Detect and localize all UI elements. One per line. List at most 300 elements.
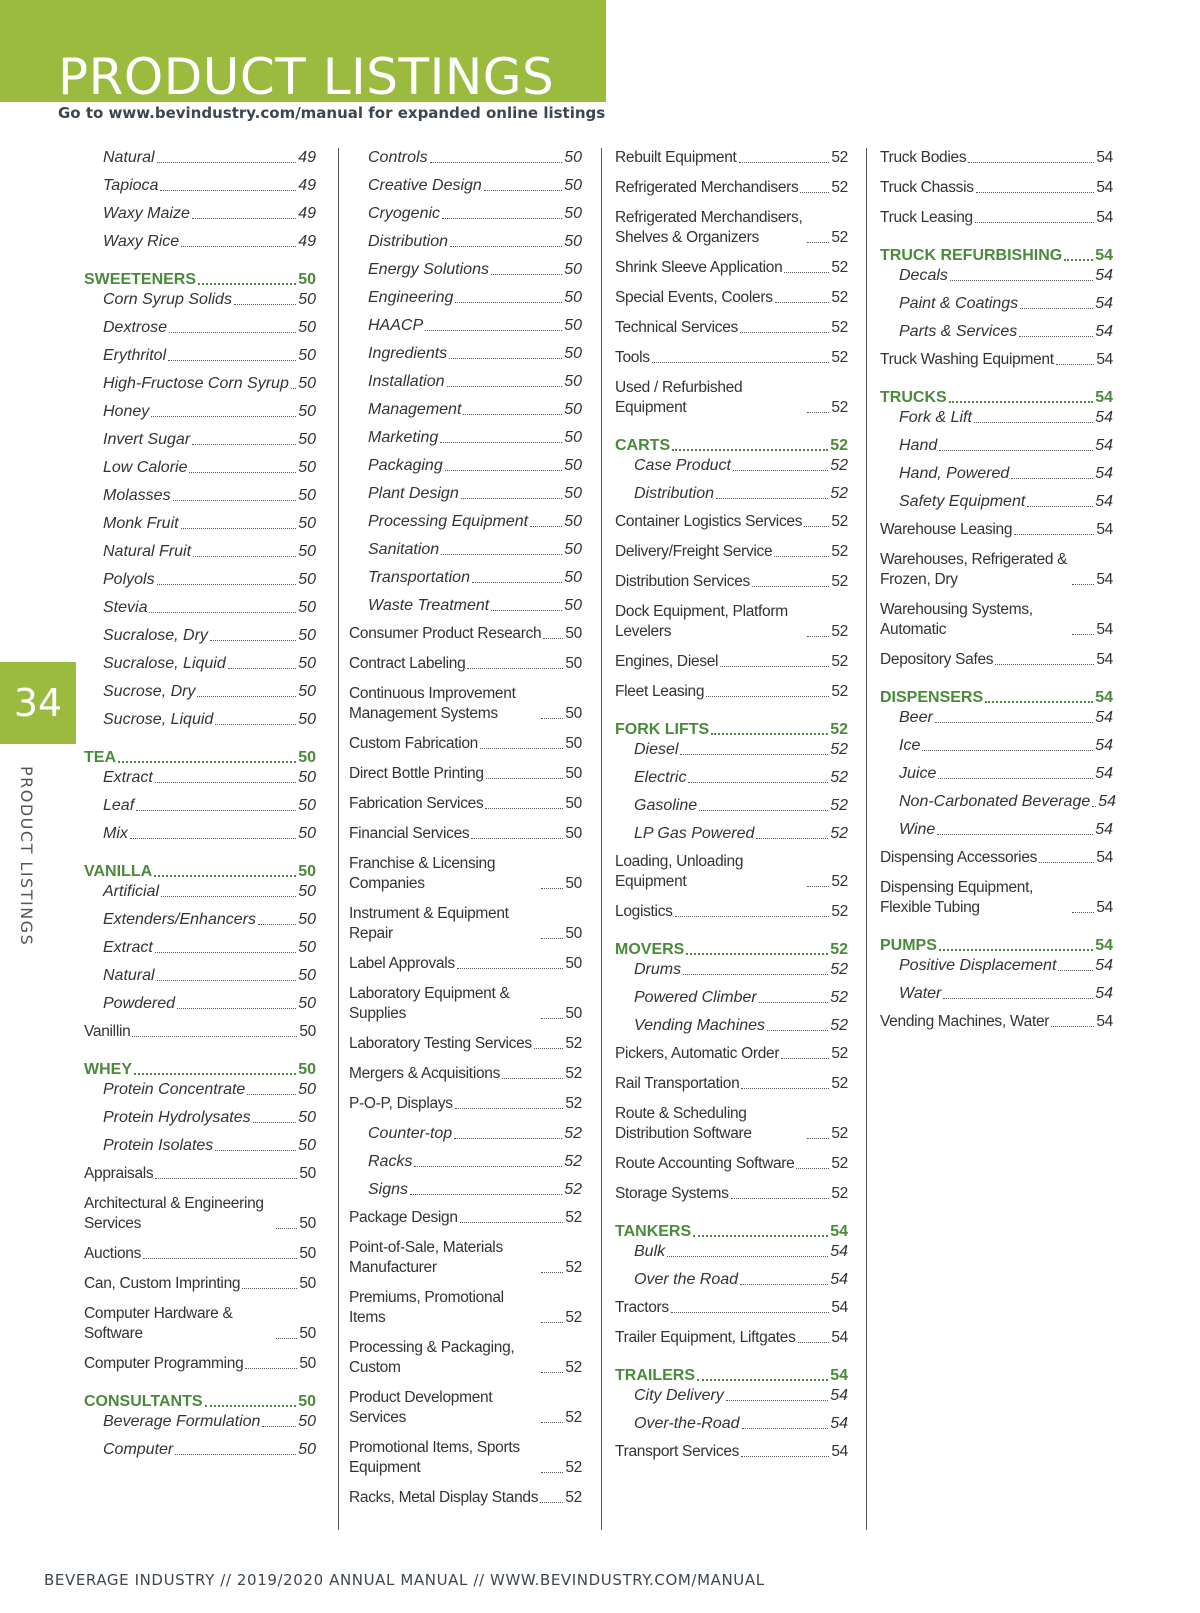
leader-dots [680, 754, 828, 755]
listing-entry [84, 318, 316, 338]
leader-dots [726, 1400, 828, 1401]
entry-label: Product Development Services [349, 1389, 493, 1426]
listing-entry [84, 1194, 316, 1234]
entry-label: Computer Hardware & Software [84, 1305, 233, 1342]
leader-dots [541, 1322, 563, 1323]
entry-page-number: 52 [565, 1035, 582, 1052]
entry-label: Case Product [634, 457, 731, 474]
entry-label: Racks, Metal Display Stands [349, 1489, 539, 1506]
entry-page-number: 52 [565, 1095, 582, 1112]
leader-dots [447, 386, 563, 387]
leader-dots [675, 916, 830, 917]
entry-page-number: 54 [830, 1223, 848, 1240]
listing-entry [349, 824, 582, 844]
entry-label: Delivery/Freight Service [615, 543, 773, 560]
entry-page-number: 52 [830, 1017, 848, 1034]
entry-label: Stevia [103, 599, 148, 616]
category-heading [84, 862, 316, 882]
leader-dots [157, 162, 297, 163]
leader-dots [752, 586, 829, 587]
leader-dots [134, 1073, 296, 1075]
entry-label: Instrument & Equipment Repair [349, 905, 509, 942]
entry-label: Dextrose [103, 319, 168, 336]
leader-dots [950, 280, 1093, 281]
entry-label: Waxy Rice [103, 233, 180, 250]
entry-page-number: 50 [298, 967, 316, 984]
leader-dots [155, 952, 296, 953]
listing-entry [349, 1438, 582, 1478]
entry-page-number: 50 [298, 403, 316, 420]
listing-entry [349, 1094, 582, 1114]
leader-dots [697, 1379, 828, 1381]
entry-label: Depository Safes [880, 651, 994, 668]
entry-page-number: 50 [299, 1275, 316, 1292]
entry-label: MOVERS [615, 941, 685, 958]
leader-dots [175, 1454, 296, 1455]
entry-label: Distribution [368, 233, 449, 250]
listing-entry [349, 954, 582, 974]
entry-label: Truck Washing Equipment [880, 351, 1054, 368]
listing-entry [349, 654, 582, 674]
leader-dots [541, 1472, 563, 1473]
listing-entry [349, 1288, 582, 1328]
listing-entry [84, 654, 316, 674]
entry-label: LP Gas Powered [634, 825, 755, 842]
leader-dots [484, 190, 562, 191]
entry-label: Used / Refurbished Equipment [615, 379, 743, 416]
listing-entry [349, 316, 582, 336]
listing-entry [880, 208, 1113, 228]
leader-dots [784, 272, 829, 273]
listing-entry [84, 176, 316, 196]
entry-label: Container Logistics Services [615, 513, 803, 530]
entry-page-number: 50 [298, 1081, 316, 1098]
listing-entry [349, 176, 582, 196]
listing-entry [880, 736, 1113, 756]
listing-entry [615, 1328, 848, 1348]
leader-dots [480, 748, 563, 749]
listing-column-3 [615, 148, 848, 1472]
entry-page-number: 50 [299, 1215, 316, 1232]
listing-entry [349, 734, 582, 754]
entry-label: Installation [368, 373, 445, 390]
leader-dots [157, 584, 297, 585]
leader-dots [939, 450, 1093, 451]
leader-dots [276, 1338, 297, 1339]
listing-entry [615, 1298, 848, 1318]
entry-page-number: 50 [298, 627, 316, 644]
entry-label: Engineering [368, 289, 454, 306]
leader-dots [976, 192, 1095, 193]
listing-entry [880, 984, 1113, 1004]
category-heading [615, 1366, 848, 1386]
listing-entry [880, 708, 1113, 728]
entry-page-number: 52 [831, 1125, 848, 1142]
entry-label: Over-the-Road [634, 1415, 740, 1432]
listing-entry [84, 204, 316, 224]
leader-dots [1058, 970, 1093, 971]
leader-dots [1020, 308, 1093, 309]
category-heading [84, 1392, 316, 1412]
category-heading [84, 270, 316, 290]
entry-label: Mergers & Acquisitions [349, 1065, 501, 1082]
entry-page-number: 52 [831, 653, 848, 670]
listing-entry [615, 512, 848, 532]
entry-label: Counter-top [368, 1125, 453, 1142]
listing-entry [615, 318, 848, 338]
entry-label: Extract [103, 769, 153, 786]
entry-page-number: 54 [1095, 295, 1113, 312]
listing-entry [615, 796, 848, 816]
category-heading [615, 1222, 848, 1242]
entry-label: Pickers, Automatic Order [615, 1045, 780, 1062]
entry-page-number: 54 [1095, 765, 1113, 782]
entry-label: Powered Climber [634, 989, 757, 1006]
leader-dots [922, 750, 1093, 751]
entry-page-number: 50 [564, 345, 582, 362]
listing-entry [84, 346, 316, 366]
entry-label: Energy Solutions [368, 261, 489, 278]
listing-entry [349, 1064, 582, 1084]
page-title: PRODUCT LISTINGS [58, 48, 555, 106]
entry-page-number: 52 [831, 1155, 848, 1172]
entry-page-number: 50 [564, 597, 582, 614]
leader-dots [155, 1178, 297, 1179]
entry-label: Fabrication Services [349, 795, 484, 812]
entry-label: Logistics [615, 903, 673, 920]
entry-page-number: 50 [565, 795, 582, 812]
entry-page-number: 52 [565, 1359, 582, 1376]
listing-entry [880, 178, 1113, 198]
listing-entry [84, 514, 316, 534]
leader-dots [739, 162, 830, 163]
entry-page-number: 50 [298, 883, 316, 900]
entry-label: DISPENSERS [880, 689, 984, 706]
leader-dots [652, 362, 830, 363]
listing-entry [880, 436, 1113, 456]
leader-dots [189, 472, 296, 473]
entry-label: Positive Displacement [899, 957, 1057, 974]
entry-label: TRUCK REFURBISHING [880, 247, 1063, 264]
listing-entry [349, 372, 582, 392]
entry-label: Fleet Leasing [615, 683, 705, 700]
leader-dots [181, 246, 296, 247]
listing-entry [84, 1440, 316, 1460]
entry-label: Truck Chassis [880, 179, 974, 196]
entry-label: VANILLA [84, 863, 153, 880]
entry-label: Sucrose, Liquid [103, 711, 214, 728]
entry-page-number: 50 [299, 1165, 316, 1182]
entry-label: Warehouse Leasing [880, 521, 1013, 538]
category-heading [880, 388, 1113, 408]
listing-column-1 [84, 148, 316, 1468]
entry-page-number: 50 [298, 347, 316, 364]
entry-label: Corn Syrup Solids [103, 291, 232, 308]
entry-page-number: 50 [298, 459, 316, 476]
listing-entry [84, 824, 316, 844]
entry-page-number: 52 [564, 1181, 582, 1198]
entry-page-number: 52 [564, 1153, 582, 1170]
leader-dots [667, 1256, 828, 1257]
listing-entry [84, 994, 316, 1014]
entry-label: Hand, Powered [899, 465, 1010, 482]
page-footer: BEVERAGE INDUSTRY // 2019/2020 ANNUAL MANUAL // WWW.BEVINDUSTRY.COM/MANUAL [44, 1571, 765, 1589]
entry-page-number: 52 [831, 319, 848, 336]
listing-entry [84, 966, 316, 986]
entry-label: Auctions [84, 1245, 142, 1262]
leader-dots [742, 1428, 829, 1429]
entry-page-number: 50 [564, 261, 582, 278]
entry-label: Transportation [368, 569, 470, 586]
entry-label: Laboratory Testing Services [349, 1035, 532, 1052]
entry-page-number: 54 [1095, 737, 1113, 754]
entry-page-number: 52 [831, 1075, 848, 1092]
entry-page-number: 50 [564, 541, 582, 558]
listing-entry [349, 1034, 582, 1054]
listing-entry [880, 322, 1113, 342]
side-section-label: PRODUCT LISTINGS [17, 766, 36, 947]
leader-dots [541, 1018, 563, 1019]
leader-dots [804, 526, 829, 527]
entry-label: Premiums, Promotional Items [349, 1289, 504, 1326]
leader-dots [485, 808, 563, 809]
leader-dots [740, 1284, 828, 1285]
entry-label: Controls [368, 149, 428, 166]
entry-page-number: 50 [565, 1005, 582, 1022]
listing-entry [615, 1044, 848, 1064]
entry-label: Vanillin [84, 1023, 131, 1040]
entry-label: Water [899, 985, 942, 1002]
leader-dots [807, 242, 829, 243]
listing-entry [615, 1414, 848, 1434]
listing-entry [880, 764, 1113, 784]
entry-label: Distribution Services [615, 573, 750, 590]
listing-entry [615, 288, 848, 308]
entry-page-number: 50 [298, 863, 316, 880]
entry-page-number: 52 [831, 399, 848, 416]
listing-entry [349, 540, 582, 560]
leader-dots [160, 190, 296, 191]
listing-entry [615, 208, 848, 248]
category-heading [880, 936, 1113, 956]
leader-dots [253, 1122, 297, 1123]
listing-entry [349, 1488, 582, 1508]
listing-entry [349, 484, 582, 504]
entry-label: CONSULTANTS [84, 1393, 203, 1410]
entry-label: Consumer Product Research [349, 625, 542, 642]
leader-dots [949, 401, 1094, 403]
entry-page-number: 52 [565, 1065, 582, 1082]
entry-page-number: 52 [831, 623, 848, 640]
entry-page-number: 54 [1095, 465, 1113, 482]
entry-label: Laboratory Equipment & Supplies [349, 985, 510, 1022]
entry-page-number: 54 [830, 1415, 848, 1432]
listing-entry [84, 882, 316, 902]
entry-page-number: 50 [565, 705, 582, 722]
leader-dots [132, 1036, 297, 1037]
entry-label: Powdered [103, 995, 176, 1012]
leader-dots [807, 1138, 829, 1139]
category-heading [615, 720, 848, 740]
entry-page-number: 52 [831, 179, 848, 196]
entry-page-number: 50 [298, 375, 316, 392]
entry-label: Rail Transportation [615, 1075, 740, 1092]
entry-label: Erythritol [103, 347, 167, 364]
listing-entry [84, 1164, 316, 1184]
listing-entry [349, 1180, 582, 1200]
entry-label: WHEY [84, 1061, 132, 1078]
leader-dots [534, 1048, 563, 1049]
entry-label: Invert Sugar [103, 431, 191, 448]
entry-label: Waste Treatment [368, 597, 490, 614]
listing-entry [615, 1442, 848, 1462]
entry-page-number: 50 [298, 543, 316, 560]
entry-page-number: 50 [565, 735, 582, 752]
entry-page-number: 54 [1095, 957, 1113, 974]
listing-entry [84, 768, 316, 788]
entry-page-number: 50 [565, 925, 582, 942]
entry-page-number: 52 [831, 683, 848, 700]
listing-entry [880, 266, 1113, 286]
listing-entry [615, 768, 848, 788]
listing-entry [84, 570, 316, 590]
leader-dots [740, 332, 829, 333]
entry-label: Storage Systems [615, 1185, 729, 1202]
listing-entry [84, 1108, 316, 1128]
entry-page-number: 50 [298, 271, 316, 288]
leader-dots [136, 810, 296, 811]
listing-entry [349, 456, 582, 476]
entry-label: Racks [368, 1153, 413, 1170]
entry-label: City Delivery [634, 1387, 724, 1404]
listing-entry [615, 824, 848, 844]
listing-entry [84, 1244, 316, 1264]
leader-dots [262, 1426, 296, 1427]
leader-dots [741, 1088, 829, 1089]
entry-label: Engines, Diesel [615, 653, 719, 670]
leader-dots [1027, 506, 1093, 507]
listing-entry [84, 1274, 316, 1294]
entry-label: HAACP [368, 317, 424, 334]
leader-dots [1011, 478, 1093, 479]
entry-page-number: 52 [565, 1209, 582, 1226]
entry-page-number: 54 [831, 1299, 848, 1316]
listing-entry [880, 408, 1113, 428]
listing-entry [615, 348, 848, 368]
entry-page-number: 52 [564, 1125, 582, 1142]
entry-label: Custom Fabrication [349, 735, 478, 752]
entry-page-number: 50 [298, 1441, 316, 1458]
leader-dots [173, 500, 297, 501]
listing-entry [615, 456, 848, 476]
entry-page-number: 52 [830, 721, 848, 738]
leader-dots [410, 1194, 562, 1195]
leader-dots [530, 526, 562, 527]
leader-dots [450, 246, 562, 247]
listing-entry [84, 910, 316, 930]
entry-label: Warehousing Systems, Automatic [880, 601, 1033, 638]
entry-label: Can, Custom Imprinting [84, 1275, 241, 1292]
leader-dots [454, 1138, 562, 1139]
listing-entry [349, 764, 582, 784]
entry-label: Natural [103, 967, 155, 984]
listing-entry [349, 854, 582, 894]
entry-label: SWEETENERS [84, 271, 197, 288]
entry-page-number: 49 [298, 233, 316, 250]
leader-dots [197, 696, 296, 697]
entry-page-number: 50 [298, 1413, 316, 1430]
entry-page-number: 54 [1095, 437, 1113, 454]
listing-entry [84, 374, 316, 394]
entry-page-number: 54 [1095, 267, 1113, 284]
category-heading [84, 748, 316, 768]
entry-label: Plant Design [368, 485, 459, 502]
entry-page-number: 50 [298, 571, 316, 588]
entry-label: Over the Road [634, 1271, 739, 1288]
entry-label: Ingredients [368, 345, 448, 362]
entry-page-number: 50 [298, 1061, 316, 1078]
leader-dots [168, 360, 296, 361]
listing-entry [84, 626, 316, 646]
listing-entry [84, 458, 316, 478]
listing-entry [615, 1074, 848, 1094]
leader-dots [471, 838, 563, 839]
entry-label: Technical Services [615, 319, 738, 336]
entry-page-number: 50 [298, 1393, 316, 1410]
listing-entry [880, 1012, 1113, 1032]
entry-label: Package Design [349, 1209, 458, 1226]
entry-label: Polyols [103, 571, 155, 588]
entry-page-number: 50 [298, 515, 316, 532]
listing-entry [84, 148, 316, 168]
leader-dots [215, 724, 296, 725]
category-heading [84, 1060, 316, 1080]
listing-entry [84, 402, 316, 422]
entry-page-number: 54 [1095, 409, 1113, 426]
entry-page-number: 50 [298, 655, 316, 672]
entry-page-number: 52 [565, 1459, 582, 1476]
listing-entry [615, 1270, 848, 1290]
entry-page-number: 50 [564, 457, 582, 474]
leader-dots [449, 358, 562, 359]
leader-dots [181, 528, 297, 529]
entry-label: Sanitation [368, 541, 440, 558]
entry-label: Refrigerated Merchandisers [615, 179, 799, 196]
leader-dots [198, 283, 296, 285]
entry-label: Vending Machines [634, 1017, 766, 1034]
entry-page-number: 50 [564, 149, 582, 166]
entry-label: FORK LIFTS [615, 721, 710, 738]
entry-page-number: 50 [299, 1023, 316, 1040]
entry-label: Sucrose, Dry [103, 683, 196, 700]
entry-page-number: 50 [564, 205, 582, 222]
listing-entry [349, 684, 582, 724]
leader-dots [1072, 912, 1094, 913]
entry-page-number: 52 [830, 437, 848, 454]
leader-dots [192, 444, 296, 445]
listing-entry [615, 378, 848, 418]
entry-label: Hand [899, 437, 938, 454]
listing-entry [349, 624, 582, 644]
entry-label: Computer [103, 1441, 174, 1458]
entry-label: Architectural & Engineering Services [84, 1195, 264, 1232]
entry-page-number: 50 [299, 1325, 316, 1342]
entry-label: Label Approvals [349, 955, 455, 972]
entry-page-number: 50 [565, 825, 582, 842]
entry-page-number: 54 [1096, 899, 1113, 916]
entry-label: Contract Labeling [349, 655, 466, 672]
entry-label: Monk Fruit [103, 515, 179, 532]
